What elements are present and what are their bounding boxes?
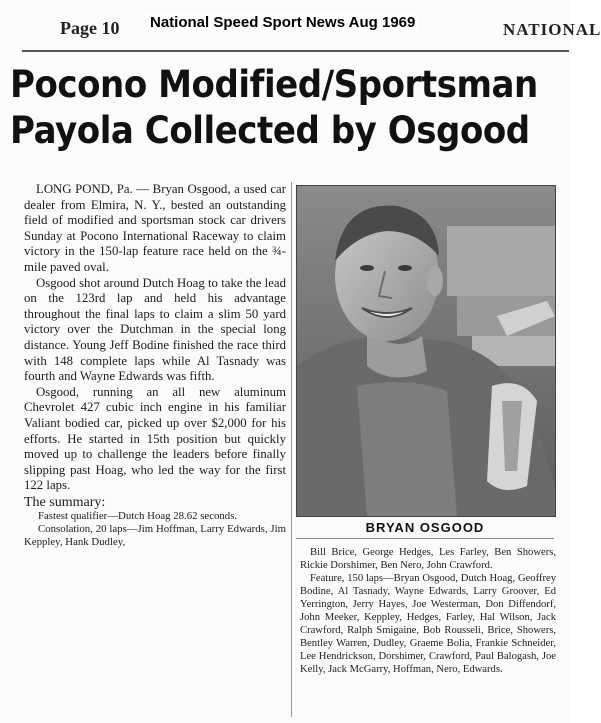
headline-line-2: Payola Collected by Osgood (10, 109, 530, 152)
masthead: NATIONAL (503, 20, 601, 39)
page-number: Page 10 (60, 18, 120, 38)
caption-rule (296, 538, 554, 539)
summary-heading: The summary: (24, 494, 106, 510)
summary-line: Fastest qualifier—Dutch Hoag 28.62 seconds. (38, 510, 238, 523)
headline (10, 62, 538, 154)
article-paragraph: Osgood shot around Dutch Hoag to take the lead on the 123rd lap and held his advantage throughout the final laps to claim a slim 50 yard victory over the Dutchman in the special long distance. Young Jeff Bodine finished the race third with 148 complete laps while Al Tasnady was fourth and Wayne Edwards was fifth. (24, 275, 286, 384)
article-body (24, 182, 286, 549)
source-label: National Speed Sport News Aug 1969 (146, 13, 419, 32)
headline-line-1: Pocono Modified/Sportsman (10, 63, 538, 106)
summary-line: Consolation, 20 laps—Jim Hoffman, Larry Edwards, Jim Keppley, Hank Dudley, (24, 523, 286, 549)
driver-photo (296, 185, 556, 517)
article-paragraph: LONG POND, Pa. — Bryan Osgood, a used car dealer from Elmira, N. Y., bested an outstanding field of modified and sportsman stock car drivers Sunday at Pocono International Raceway to claim victory in the 150-lap feature race held on the ¾-mile paved oval. (24, 182, 286, 274)
column-divider (291, 182, 292, 717)
article-paragraph: Osgood, running an all new aluminum Chevrolet 427 cubic inch engine in his familiar Valiant bodied car, picked up over $2,000 for his efforts. He started in 15th position but quickly moved up to challenge the leaders before finally slipping past Hoag, who led the way for the first 122 laps. (24, 384, 286, 493)
header-rule (22, 50, 569, 52)
results-paragraph: Feature, 150 laps—Bryan Osgood, Dutch Hoag, Geoffrey Bodine, Al Tasnady, Wayne Edwards, Larry Groover, Ed Yerrington, Jerry Hayes, Joe Westerman, Don Diffendorf, John Meeker, Keppley, Hedges, Farley, Hal Wilson, Jack Crawford, Ralph Smigaine, Bob Rousseli, Brice, Showers, Bentley Warren, Dudley, Graeme Bolia, Frankie Schneider, Lee Hendrickson, Dorshimer, Crawford, Paul Balogash, Joe Kelly, Jack McGarry, Hoffman, Nero, Edwards. (300, 573, 556, 675)
race-results (300, 546, 556, 676)
photo-caption: BRYAN OSGOOD (365, 520, 485, 535)
portrait-illustration (297, 186, 555, 516)
results-paragraph: Bill Brice, George Hedges, Les Farley, Ben Showers, Rickie Dorshimer, Ben Nero, John Crawford. (300, 547, 556, 571)
